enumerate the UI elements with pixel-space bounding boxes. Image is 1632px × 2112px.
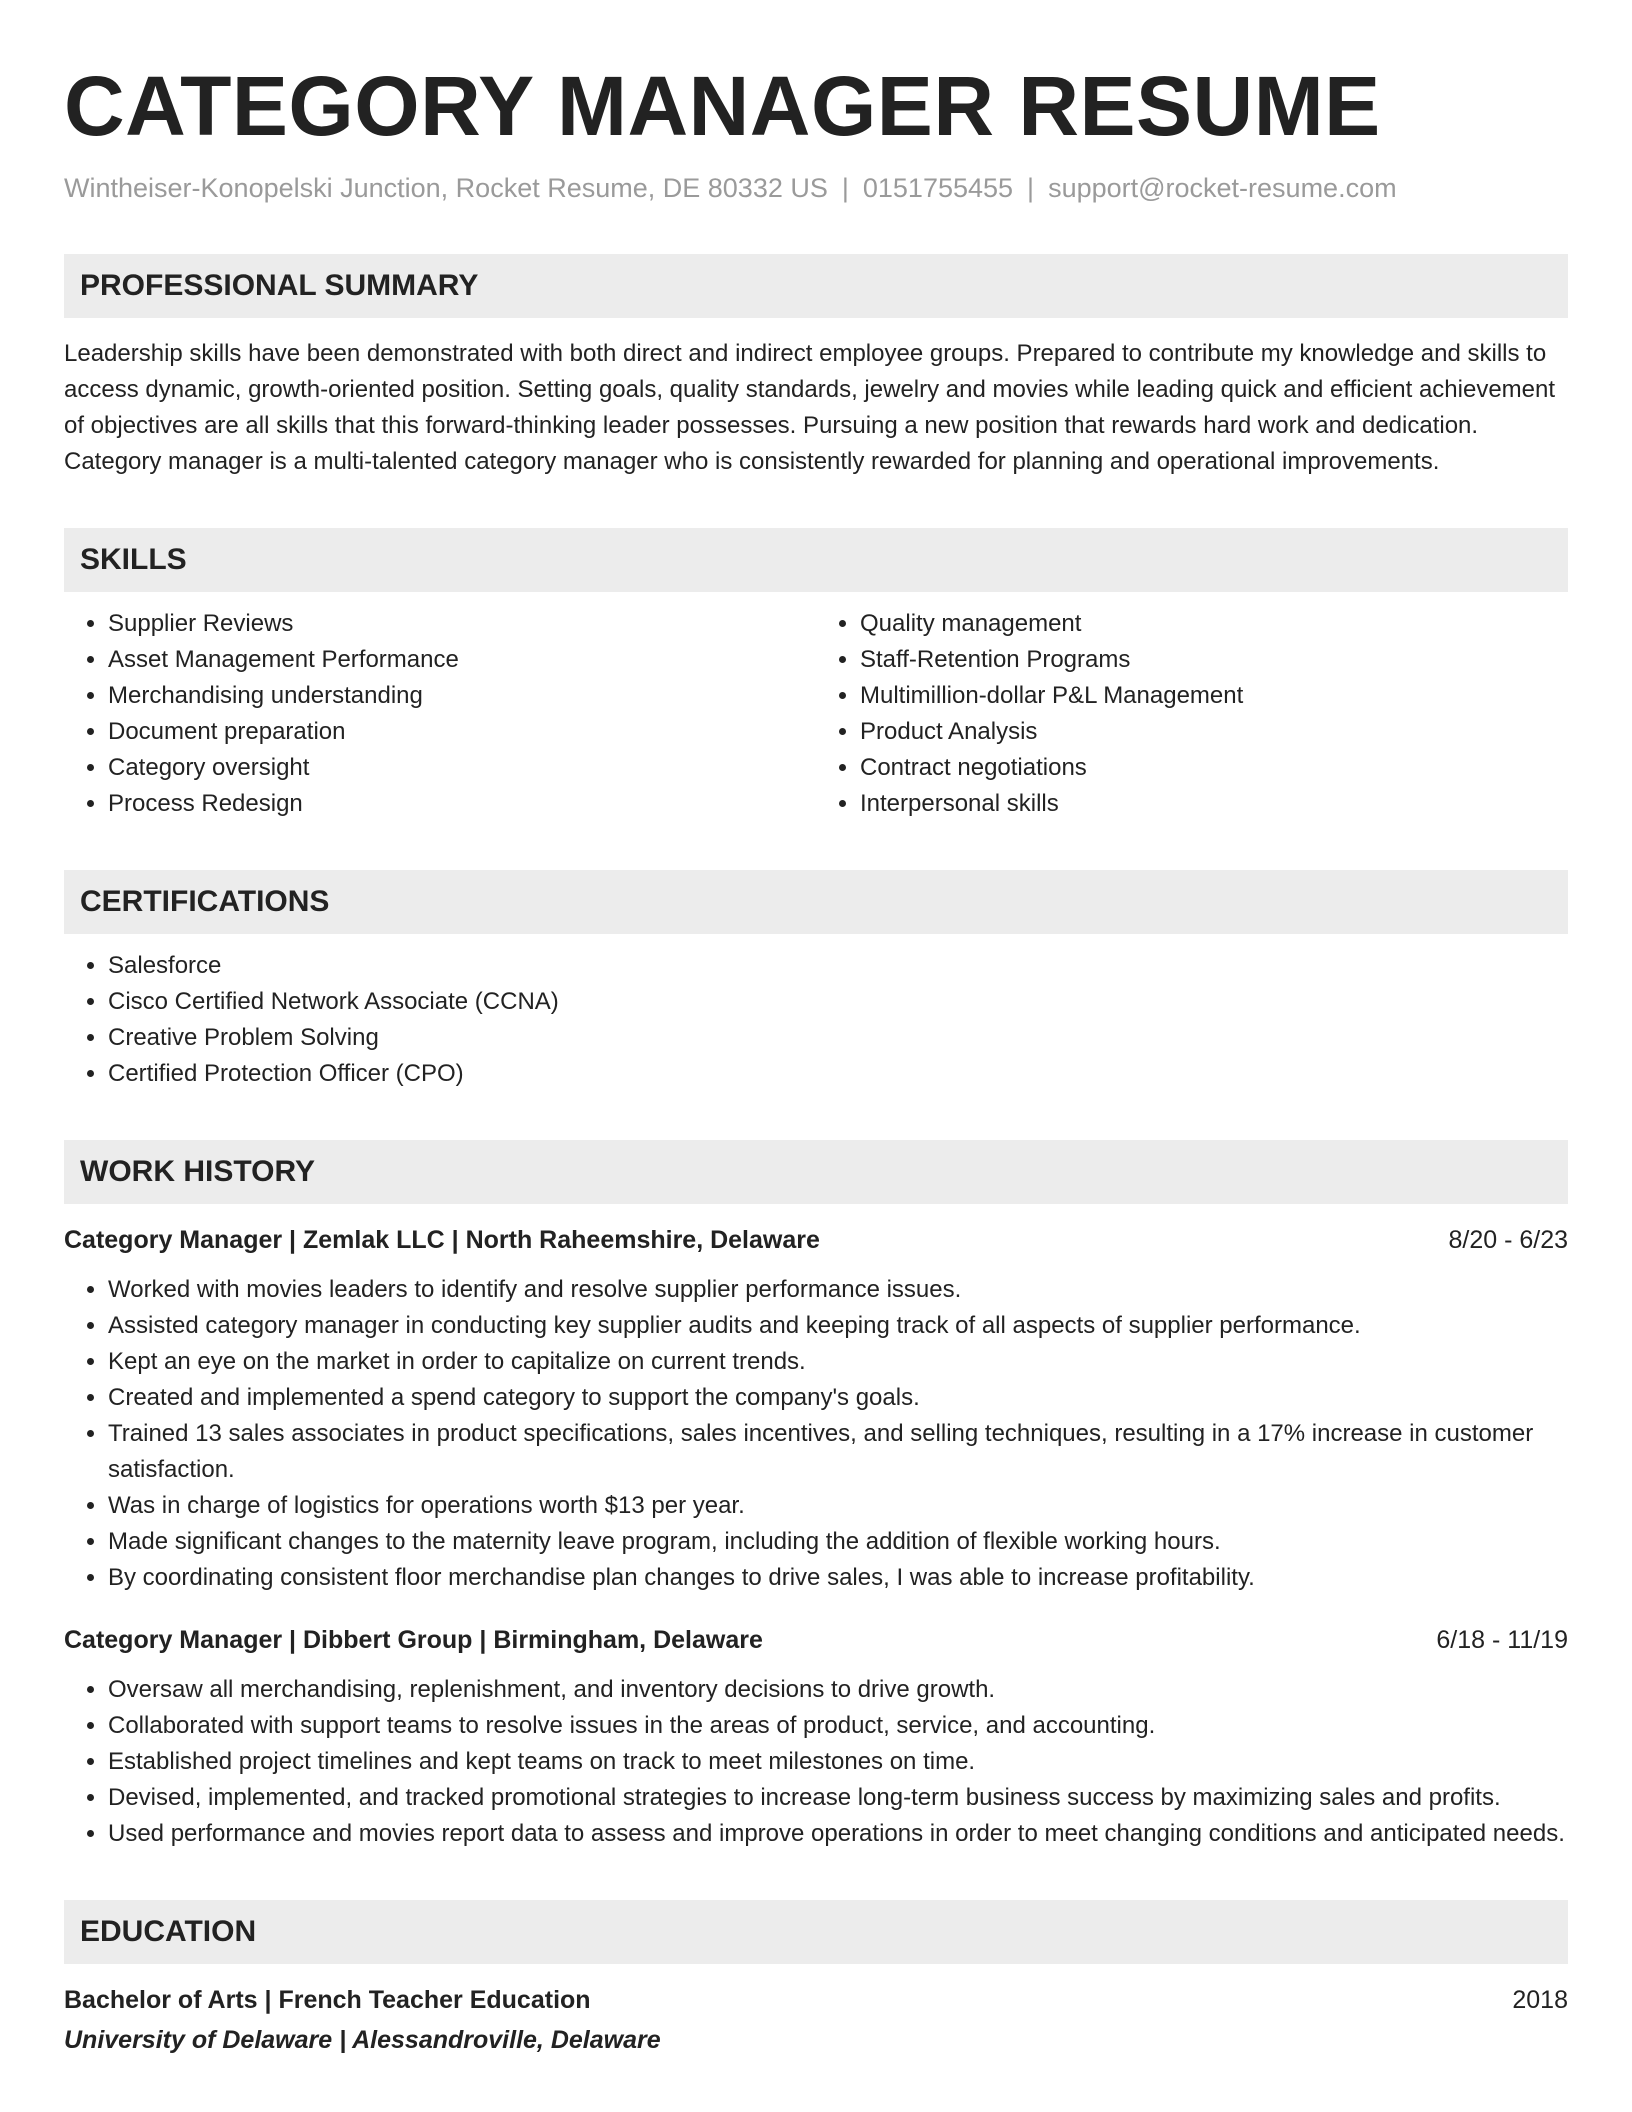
job-header	[64, 1222, 1568, 1258]
contact-line	[64, 170, 1568, 206]
skill-item: • Quality management	[860, 606, 1568, 642]
contact-phone: 0151755455	[862, 173, 1014, 203]
skills-columns	[64, 592, 1568, 822]
job-bullet: • Oversaw all merchandising, replenishment, and inventory decisions to drive growth.	[108, 1672, 1568, 1708]
skill-item: • Asset Management Performance	[108, 642, 816, 678]
section-header-skills: SKILLS	[64, 528, 1568, 592]
job-bullet: • Kept an eye on the market in order to capitalize on current trends.	[108, 1344, 1568, 1380]
job-bullet: • Was in charge of logistics for operations worth $13 per year.	[108, 1488, 1568, 1524]
job-entry	[64, 1222, 1568, 1596]
skill-item: • Multimillion-dollar P&L Management	[860, 678, 1568, 714]
job-bullet: • Established project timelines and kept teams on track to meet milestones on time.	[108, 1744, 1568, 1780]
job-dates: 6/18 - 11/19	[1436, 1626, 1568, 1654]
skill-item: • Interpersonal skills	[860, 786, 1568, 822]
job-bullets	[64, 1672, 1568, 1852]
contact-separator: |	[1027, 173, 1035, 203]
certification-item: • Creative Problem Solving	[108, 1020, 1568, 1056]
job-bullets	[64, 1272, 1568, 1596]
contact-separator: |	[841, 173, 849, 203]
resume-title: CATEGORY MANAGER RESUME	[64, 59, 1381, 153]
job-bullet: • Used performance and movies report data to assess and improve operations in order to meet changing conditions and anticipated needs.	[108, 1816, 1568, 1852]
section-header-work-history: WORK HISTORY	[64, 1140, 1568, 1204]
job-bullet: • Created and implemented a spend category to support the company's goals.	[108, 1380, 1568, 1416]
section-header-summary: PROFESSIONAL SUMMARY	[64, 254, 1568, 318]
job-bullet: • Assisted category manager in conducting key supplier audits and keeping track of all aspects of supplier performance.	[108, 1308, 1568, 1344]
certification-item: • Salesforce	[108, 948, 1568, 984]
job-header	[64, 1622, 1568, 1658]
section-header-certifications: CERTIFICATIONS	[64, 870, 1568, 934]
skill-item: • Process Redesign	[108, 786, 816, 822]
job-bullet: • Devised, implemented, and tracked promotional strategies to increase long-term business success by maximizing sales and profits.	[108, 1780, 1568, 1816]
education-year: 2018	[1512, 1986, 1568, 2014]
section-header-education: EDUCATION	[64, 1900, 1568, 1964]
skill-item: • Contract negotiations	[860, 750, 1568, 786]
education-degree: Bachelor of Arts | French Teacher Education	[64, 1986, 591, 2014]
skills-list-right	[816, 606, 1568, 822]
certifications-list	[64, 948, 1568, 1092]
job-title: Category Manager | Zemlak LLC | North Raheemshire, Delaware	[64, 1226, 820, 1254]
job-bullet: • Worked with movies leaders to identify and resolve supplier performance issues.	[108, 1272, 1568, 1308]
job-bullet: • Collaborated with support teams to resolve issues in the areas of product, service, and accounting.	[108, 1708, 1568, 1744]
contact-email: support@rocket-resume.com	[1048, 173, 1397, 203]
job-bullet: • Made significant changes to the maternity leave program, including the addition of flexible working hours.	[108, 1524, 1568, 1560]
skill-item: • Category oversight	[108, 750, 816, 786]
education-school: University of Delaware | Alessandroville, Delaware	[64, 2026, 661, 2054]
skill-item: • Document preparation	[108, 714, 816, 750]
skills-right-column	[816, 592, 1568, 822]
skills-left-column	[64, 592, 816, 822]
certification-item: • Certified Protection Officer (CPO)	[108, 1056, 1568, 1092]
skill-item: • Staff-Retention Programs	[860, 642, 1568, 678]
job-bullet: • Trained 13 sales associates in product specifications, sales incentives, and selling techniques, resulting in a 17% increase in customer satisfaction.	[108, 1416, 1568, 1488]
contact-address: Wintheiser-Konopelski Junction, Rocket Resume, DE 80332 US	[64, 173, 828, 203]
job-entry	[64, 1622, 1568, 1852]
summary-text: Leadership skills have been demonstrated with both direct and indirect employee groups. Prepared to contribute my knowledge and skills to access dynamic, growth-oriented position. Setting goals, quality standards, jewelry and movies while leading quick and efficient achievement of objectives are all skills that this forward-thinking leader possesses. Pursuing a new position that rewards hard work and dedication. Category manager is a multi-talented category manager who is consistently rewarded for planning and operational improvements.	[64, 340, 1556, 475]
skill-item: • Merchandising understanding	[108, 678, 816, 714]
job-title: Category Manager | Dibbert Group | Birmingham, Delaware	[64, 1626, 763, 1654]
skills-list-left	[64, 606, 816, 822]
skill-item: • Product Analysis	[860, 714, 1568, 750]
job-dates: 8/20 - 6/23	[1448, 1226, 1568, 1254]
skill-item: • Supplier Reviews	[108, 606, 816, 642]
education-header	[64, 1982, 1568, 2018]
job-bullet: • By coordinating consistent floor merchandise plan changes to drive sales, I was able to increase profitability.	[108, 1560, 1568, 1596]
certification-item: • Cisco Certified Network Associate (CCNA)	[108, 984, 1568, 1020]
